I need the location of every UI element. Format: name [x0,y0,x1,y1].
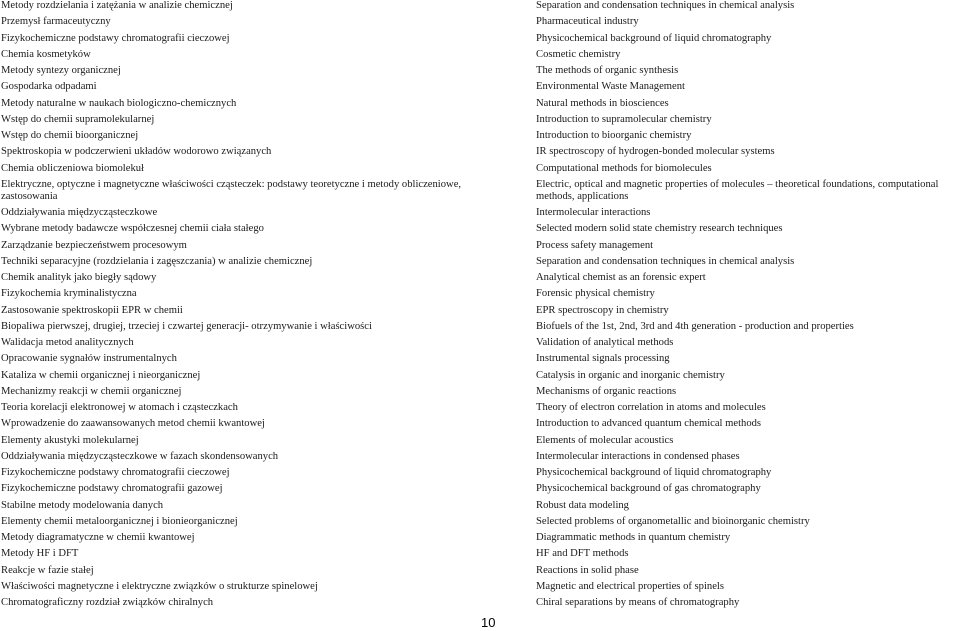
table-row [536,532,960,548]
english-course-column [536,0,960,613]
table-row [1,548,491,564]
english-course-name: Environmental Waste Management [536,81,685,93]
table-row [1,516,491,532]
english-course-name: The methods of organic synthesis [536,65,679,76]
english-course-name: Catalysis in organic and inorganic chemistry [536,369,725,381]
polish-course-name: Biopaliwa pierwszej, drugiej, trzeciej i czwartej generacji- otrzymywanie i właściwości [1,320,372,332]
table-row [536,49,960,65]
english-course-name: Magnetic and electrical properties of spinels [536,580,724,592]
polish-course-name: Zarządzanie bezpieczeństwem procesowym [1,239,187,251]
table-row [1,353,491,369]
polish-course-column [1,0,491,613]
table-row [536,565,960,581]
table-row [536,321,960,337]
table-row [1,386,491,402]
polish-course-name: Oddziaływania międzycząsteczkowe w fazach skondensowanych [1,450,279,462]
english-course-name: Mechanisms of organic reactions [536,385,677,397]
table-row [536,548,960,564]
polish-course-name: Oddziaływania międzycząsteczkowe [1,207,158,219]
polish-course-name: Metody rozdzielania i zatężania w analizie chemicznej [1,0,233,11]
english-course-name: Introduction to bioorganic chemistry [536,130,692,141]
table-row [1,114,491,130]
polish-course-name: Spektroskopia w podczerwieni układów wodorowo związanych [1,146,272,158]
table-row [1,146,491,162]
table-row [1,451,491,467]
table-row [536,451,960,467]
table-row [536,16,960,32]
table-row [1,272,491,288]
english-course-name: Separation and condensation techniques in chemical analysis [536,0,795,11]
english-course-name: Physicochemical background of gas chromatography [536,483,761,495]
polish-course-name: Teoria korelacji elektronowej w atomach i cząsteczkach [1,402,238,414]
table-row [536,370,960,386]
table-row [1,435,491,451]
english-course-name: Diagrammatic methods in quantum chemistry [536,532,731,544]
english-course-name: EPR spectroscopy in chemistry [536,304,669,316]
english-course-name: Natural methods in biosciences [536,97,669,109]
english-course-name: Selected modern solid state chemistry research techniques [536,223,783,235]
polish-course-name: Wprowadzenie do zaawansowanych metod chemii kwantowej [1,418,265,430]
english-course-name: Chiral separations by means of chromatography [536,597,740,609]
polish-course-name: Reakcje w fazie stałej [1,564,94,576]
polish-course-name: Elementy akustyki molekularnej [1,434,139,446]
table-row [536,98,960,114]
english-course-name: Validation of analytical methods [536,337,674,349]
english-course-name: Computational methods for biomolecules [536,162,712,174]
table-row [536,81,960,97]
table-row [1,500,491,516]
table-row [536,130,960,146]
english-course-name: Analytical chemist as an forensic expert [536,272,706,284]
polish-course-name: Stabilne metody modelowania danych [1,499,164,511]
table-row [1,565,491,581]
table-row [1,81,491,97]
table-row [1,65,491,81]
table-row [1,179,491,207]
english-course-name: Separation and condensation techniques in chemical analysis [536,255,795,267]
english-course-name: Intermolecular interactions in condensed phases [536,450,740,462]
table-row [1,49,491,65]
english-course-name: Forensic physical chemistry [536,288,655,300]
table-row [536,467,960,483]
polish-course-name: Opracowanie sygnałów instrumentalnych [1,353,177,365]
polish-course-name: Gospodarka odpadami [1,81,97,93]
polish-course-name: Metody diagramatyczne w chemii kwantowej [1,532,195,544]
english-course-name: Theory of electron correlation in atoms and molecules [536,402,766,414]
table-row [536,146,960,162]
polish-course-name: Fizykochemiczne podstawy chromatografii cieczowej [1,32,230,44]
table-row [1,483,491,499]
english-course-name: Pharmaceutical industry [536,16,639,28]
table-row [1,321,491,337]
english-course-name: Cosmetic chemistry [536,48,621,60]
polish-course-name: Metody naturalne w naukach biologiczno-chemicznych [1,97,237,109]
table-row [536,163,960,179]
table-row [536,353,960,369]
table-row [536,288,960,304]
table-row [536,500,960,516]
table-row [1,288,491,304]
table-row [1,418,491,434]
polish-course-name: Wstęp do chemii supramolekularnej [1,113,155,125]
polish-course-name: Fizykochemia kryminalistyczna [1,288,137,300]
table-row [536,223,960,239]
english-course-name: Elements of molecular acoustics [536,434,674,446]
table-row [536,33,960,49]
polish-course-name: Chromatograficzny rozdział związków chiralnych [1,597,214,609]
table-row [1,305,491,321]
table-row [1,16,491,32]
english-course-name: Reactions in solid phase [536,564,639,576]
table-row [1,581,491,597]
table-row [1,240,491,256]
polish-course-name: Mechanizmy reakcji w chemii organicznej [1,385,182,397]
polish-course-name: Elementy chemii metaloorganicznej i bionieorganicznej [1,515,238,527]
table-row [1,597,491,613]
table-row [1,337,491,353]
polish-course-name: Przemysł farmaceutyczny [1,16,111,28]
table-row [1,467,491,483]
english-course-name: Introduction to advanced quantum chemical methods [536,418,762,430]
table-row [536,581,960,597]
english-course-name: HF and DFT methods [536,548,629,560]
polish-course-name: Fizykochemiczne podstawy chromatografii gazowej [1,483,223,495]
table-row [536,516,960,532]
polish-course-name: Techniki separacyjne (rozdzielania i zagęszczania) w analizie chemicznej [1,255,313,267]
polish-course-name: Metody HF i DFT [1,548,79,560]
table-row [536,240,960,256]
table-row [536,597,960,613]
table-row [1,98,491,114]
polish-course-name: Kataliza w chemii organicznej i nieorganicznej [1,369,201,381]
polish-course-name: Fizykochemiczne podstawy chromatografii cieczowej [1,467,230,479]
table-row [1,256,491,272]
table-row [536,435,960,451]
table-row [536,272,960,288]
table-row [1,402,491,418]
english-course-name: Introduction to supramolecular chemistry [536,113,712,125]
table-row [1,163,491,179]
english-course-name: Instrumental signals processing [536,353,670,365]
polish-course-name: Chemia obliczeniowa biomolekuł [1,162,144,174]
table-row [536,402,960,418]
table-row [1,33,491,49]
table-row [1,207,491,223]
polish-course-name: Walidacja metod analitycznych [1,337,134,349]
english-course-name: Physicochemical background of liquid chromatography [536,467,772,479]
polish-course-name: Metody syntezy organicznej [1,65,121,76]
english-course-name: Intermolecular interactions [536,207,651,219]
table-row [536,305,960,321]
english-course-name: Robust data modeling [536,499,629,511]
table-row [536,337,960,353]
polish-course-name: Elektryczne, optyczne i magnetyczne właściwości cząsteczek: podstawy teoretyczne i metody obliczeniowe, zastosowania [1,178,462,202]
table-row [1,223,491,239]
table-row [1,370,491,386]
polish-course-name: Chemik analityk jako biegły sądowy [1,272,157,284]
english-course-name: Process safety management [536,239,654,251]
table-row [536,256,960,272]
table-row [536,179,960,207]
table-row [1,130,491,146]
table-row [536,65,960,81]
table-row [1,532,491,548]
table-row [536,0,960,16]
polish-course-name: Chemia kosmetyków [1,48,91,60]
table-row [536,386,960,402]
polish-course-name: Właściwości magnetyczne i elektryczne związków o strukturze spinelowej [1,580,318,592]
polish-course-name: Wybrane metody badawcze współczesnej chemii ciała stałego [1,223,264,235]
polish-course-name: Wstęp do chemii bioorganicznej [1,130,139,141]
page-number: 10 [481,615,496,630]
english-course-name: Selected problems of organometallic and bioinorganic chemistry [536,515,810,527]
english-course-name: Biofuels of the 1st, 2nd, 3rd and 4th generation - production and properties [536,320,854,332]
english-course-name: IR spectroscopy of hydrogen-bonded molecular systems [536,146,775,158]
table-row [1,0,491,16]
english-course-name: Electric, optical and magnetic properties of molecules – theoretical foundations, computational methods, applications [536,178,939,202]
english-course-name: Physicochemical background of liquid chromatography [536,32,772,44]
table-row [536,114,960,130]
table-row [536,418,960,434]
polish-course-name: Zastosowanie spektroskopii EPR w chemii [1,304,183,316]
table-row [536,207,960,223]
table-row [536,483,960,499]
